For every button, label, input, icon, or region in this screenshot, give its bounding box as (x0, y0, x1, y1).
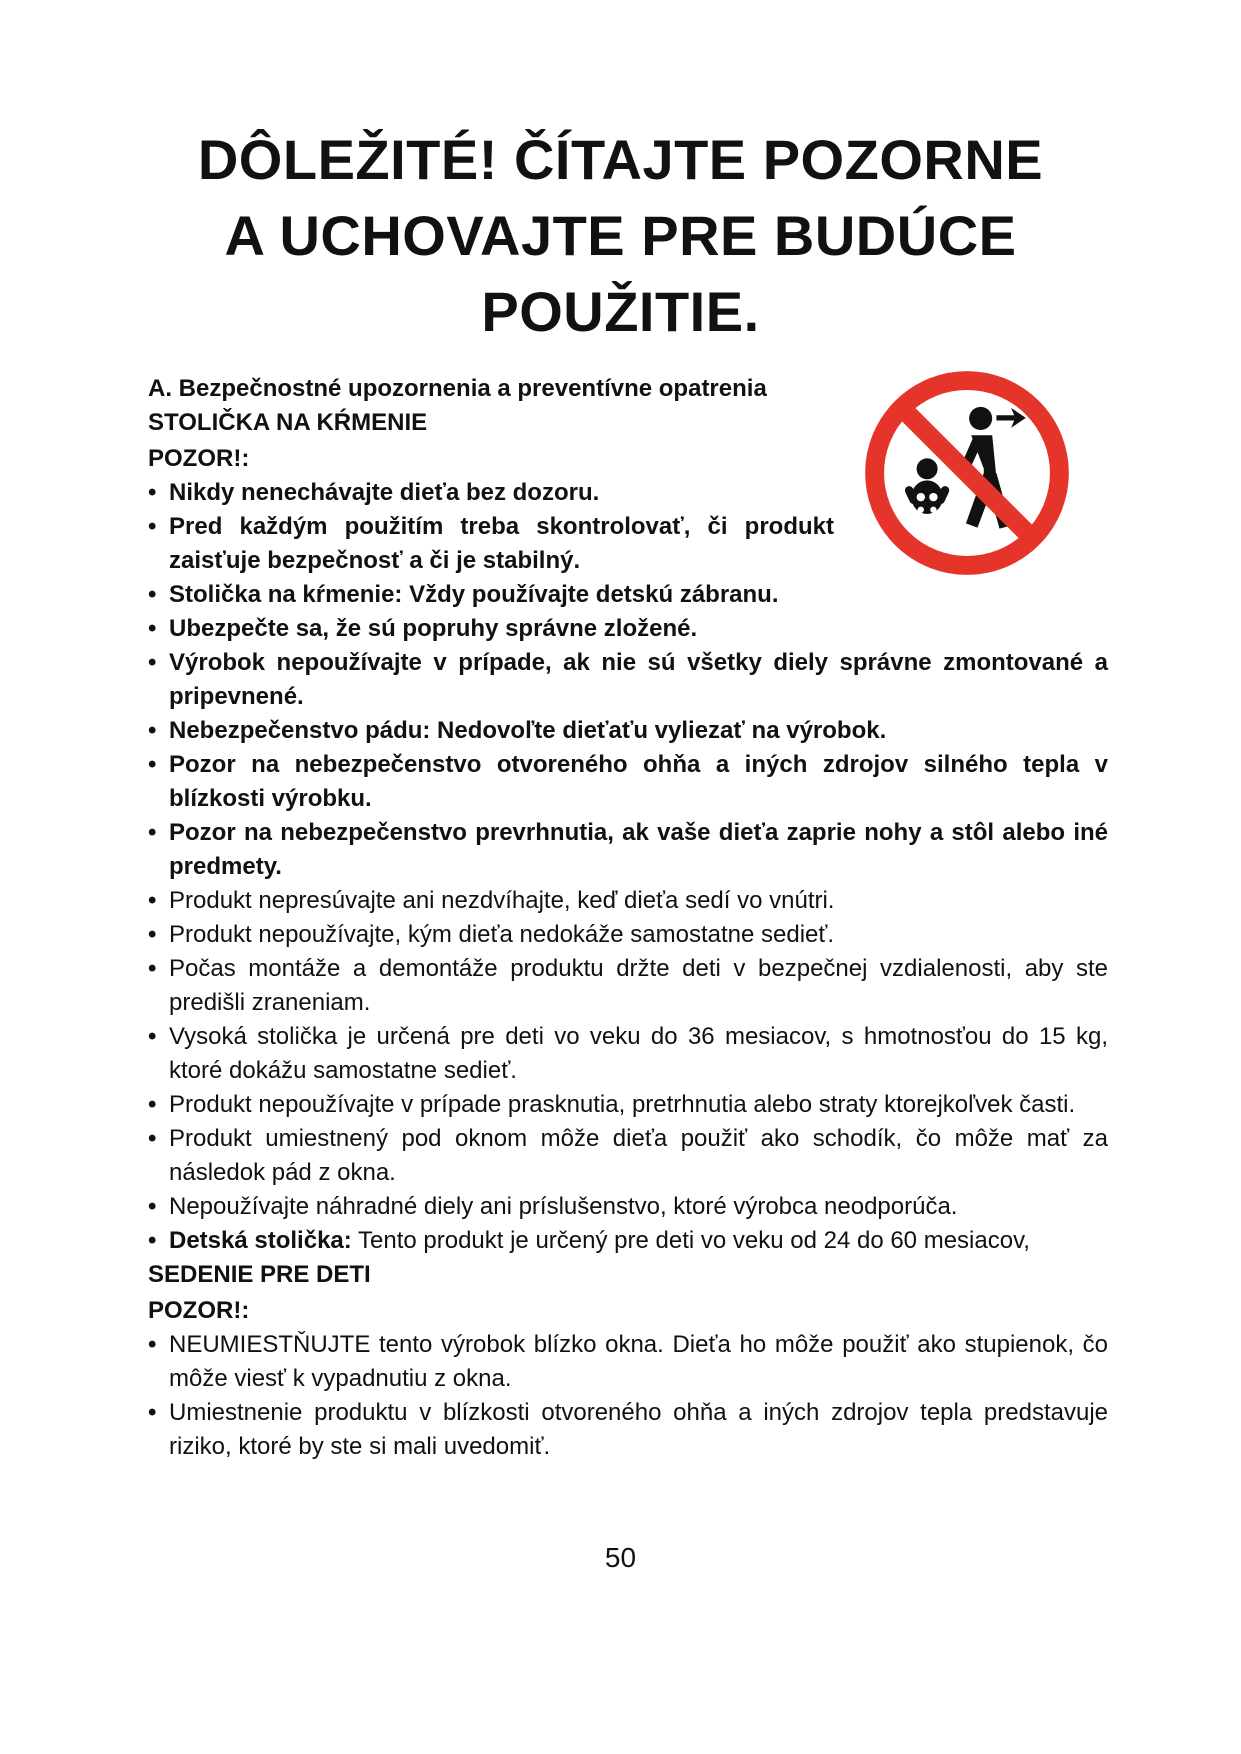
seating-subheading: SEDENIE PRE DETI (148, 1261, 371, 1288)
seating-warning: POZOR!: (148, 1297, 250, 1324)
list-item: • Produkt nepoužívajte, kým dieťa nedokáže samostatne sedieť. (148, 918, 1108, 952)
list-item: • Výrobok nepoužívajte v prípade, ak nie sú všetky diely správne zmontované a pripevnené. (148, 646, 1108, 714)
list-item: • Ubezpečte sa, že sú popruhy správne zložené. (148, 612, 1108, 646)
list-item: • Produkt nepoužívajte v prípade prasknutia, pretrhnutia alebo straty ktorejkoľvek časti. (148, 1088, 1108, 1122)
list-item: • NEUMIESTŇUJTE tento výrobok blízko okna. Dieťa ho môže použiť ako stupienok, čo môže viesť k vypadnutiu z okna. (148, 1328, 1108, 1396)
child-chair-item (148, 1224, 1108, 1258)
section-a-warning: POZOR!: (148, 445, 250, 472)
list-item: • Pred každým použitím treba skontrolovať, či produkt zaisťuje bezpečnosť a či je stabilný. (148, 510, 834, 578)
list-item: • Pozor na nebezpečenstvo prevrhnutia, ak vaše dieťa zaprie nohy a stôl alebo iné predmety. (148, 816, 1108, 884)
section-a-heading: A. Bezpečnostné upozornenia a preventívne opatrenia (148, 375, 767, 402)
child-chair-text: Tento produkt je určený pre deti vo veku od 24 do 60 mesiacov, (351, 1227, 1030, 1254)
section-a-subheading: STOLIČKA NA KŔMENIE (148, 409, 428, 436)
title-line-3: POUŽITIE. (481, 280, 760, 343)
list-item: • Počas montáže a demontáže produktu držte deti v bezpečnej vzdialenosti, aby ste predišli zraneniam. (148, 952, 1108, 1020)
list-item: • Stolička na kŕmenie: Vždy používajte detskú zábranu. (148, 578, 1108, 612)
list-item: • Umiestnenie produktu v blízkosti otvoreného ohňa a iných zdrojov tepla predstavuje riziko, ktoré by ste si mali uvedomiť. (148, 1396, 1108, 1464)
child-chair-label: Detská stolička: (169, 1227, 352, 1254)
page-number: 50 (604, 1542, 637, 1573)
title-line-2: A UCHOVAJTE PRE BUDÚCE (224, 204, 1017, 267)
page-title (130, 122, 1111, 350)
list-item: • Pozor na nebezpečenstvo otvoreného ohňa a iných zdrojov silného tepla v blízkosti výrobku. (148, 748, 1108, 816)
list-item: • Nebezpečenstvo pádu: Nedovoľte dieťaťu vyliezať na výrobok. (148, 714, 1108, 748)
list-item: • Produkt nepresúvajte ani nezdvíhajte, keď dieťa sedí vo vnútri. (148, 884, 1108, 918)
list-item: • Nikdy nenechávajte dieťa bez dozoru. (148, 476, 1108, 510)
list-item: • Produkt umiestnený pod oknom môže dieťa použiť ako schodík, čo môže mať za následok pád z okna. (148, 1122, 1108, 1190)
list-item: • Nepoužívajte náhradné diely ani príslušenstvo, ktoré výrobca neodporúča. (148, 1190, 1108, 1224)
list-item: • Vysoká stolička je určená pre deti vo veku do 36 mesiacov, s hmotnosťou do 15 kg, ktoré dokážu samostatne sedieť. (148, 1020, 1108, 1088)
safety-content (148, 372, 1108, 1464)
title-line-1: DÔLEŽITÉ! ČÍTAJTE POZORNE (197, 128, 1044, 191)
